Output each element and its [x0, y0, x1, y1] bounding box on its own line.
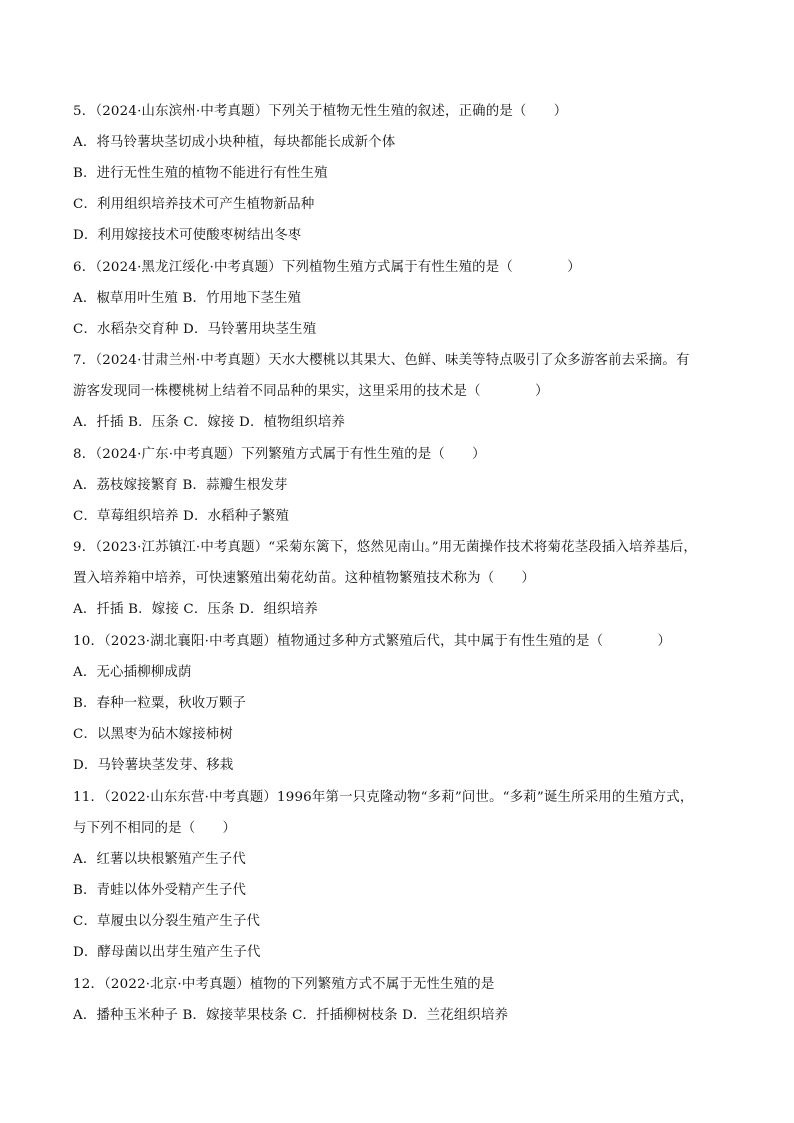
- question-10-option-a: A．无心插柳柳成荫: [73, 665, 192, 680]
- question-6-stem: 6．（2024·黑龙江绥化·中考真题）下列植物生殖方式属于有性生殖的是（ ）: [73, 260, 581, 275]
- question-11-option-d: D．酵母菌以出芽生殖产生子代: [73, 945, 261, 960]
- question-7-options: A．扦插 B．压条 C．嫁接 D．植物组织培养: [73, 415, 346, 430]
- question-5-option-d: D．利用嫁接技术可使酸枣树结出冬枣: [73, 228, 302, 243]
- question-8-options-ab: A．荔枝嫁接繁育 B．蒜瓣生根发芽: [73, 478, 288, 493]
- question-12-options: A．播种玉米种子 B．嫁接苹果枝条 C．扦插柳树枝条 D．兰花组织培养: [73, 1008, 509, 1023]
- question-12-stem: 12．（2022·北京·中考真题）植物的下列繁殖方式不属于无性生殖的是: [73, 977, 495, 992]
- question-9-stem-line-1: 9．（2023·江苏镇江·中考真题）“采菊东篱下，悠然见南山。”用无菌操作技术将菊花茎段插入培养基后，: [73, 540, 698, 555]
- question-10-stem: 10．（2023·湖北襄阳·中考真题）植物通过多种方式繁殖后代，其中属于有性生殖的是（ ）: [73, 634, 672, 649]
- question-11-stem-line-2: 与下列不相同的是（ ）: [73, 821, 237, 836]
- question-6-options-ab: A．椒草用叶生殖 B．竹用地下茎生殖: [73, 291, 302, 306]
- question-10-option-d: D．马铃薯块茎发芽、移栽: [73, 758, 234, 773]
- question-8-stem: 8．（2024·广东·中考真题）下列繁殖方式属于有性生殖的是（ ）: [73, 447, 486, 462]
- question-7-stem-line-2: 游客发现同一株樱桃树上结着不同品种的果实，这里采用的技术是（ ）: [73, 384, 549, 399]
- question-8-options-cd: C．草莓组织培养 D．水稻种子繁殖: [73, 509, 290, 524]
- question-5-stem: 5．（2024·山东滨州·中考真题）下列关于植物无性生殖的叙述，正确的是（ ）: [73, 104, 568, 119]
- question-9-stem-line-2: 置入培养箱中培养，可快速繁殖出菊花幼苗。这种植物繁殖技术称为（ ）: [73, 571, 536, 586]
- question-11-stem-line-1: 11．（2022·山东东营·中考真题）1996年第一只克隆动物“多莉”问世。“多莉”诞生所采用的生殖方式，: [73, 790, 694, 805]
- question-10-option-b: B．春种一粒粟，秋收万颗子: [73, 696, 247, 711]
- question-7-stem-line-1: 7．（2024·甘肃兰州·中考真题）天水大樱桃以其果大、色鲜、味美等特点吸引了众多游客前去采摘。有: [73, 353, 690, 368]
- question-5-option-a: A．将马铃薯块茎切成小块种植，每块都能长成新个体: [73, 135, 396, 150]
- question-5-option-c: C．利用组织培养技术可产生植物新品种: [73, 197, 315, 212]
- question-10-option-c: C．以黑枣为砧木嫁接柿树: [73, 727, 233, 742]
- question-11-option-c: C．草履虫以分裂生殖产生子代: [73, 914, 261, 929]
- question-9-options: A．扦插 B．嫁接 C．压条 D．组织培养: [73, 602, 318, 617]
- question-11-option-b: B．青蛙以体外受精产生子代: [73, 883, 247, 898]
- question-6-options-cd: C．水稻杂交育种 D．马铃薯用块茎生殖: [73, 322, 317, 337]
- question-5-option-b: B．进行无性生殖的植物不能进行有性生殖: [73, 166, 328, 181]
- question-11-option-a: A．红薯以块根繁殖产生子代: [73, 852, 246, 867]
